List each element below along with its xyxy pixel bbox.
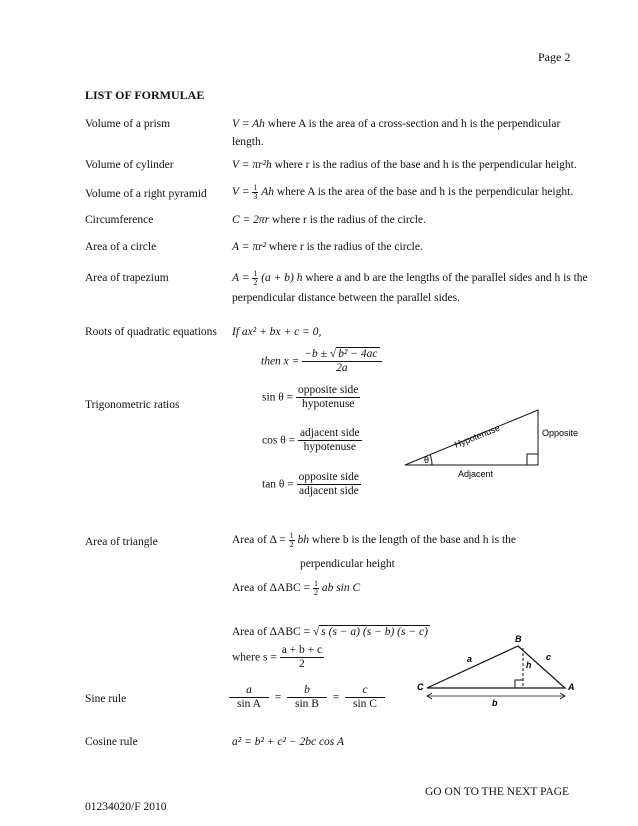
quadratic-fraction bbox=[302, 348, 381, 375]
label-trig: Trigonometric ratios bbox=[85, 399, 180, 411]
pyramid-desc: where A is the area of the base and h is the perpendicular height. bbox=[273, 186, 574, 199]
theta-label: θ bbox=[424, 455, 430, 465]
sine-den-b: sin B bbox=[295, 698, 319, 711]
vertex-c-label: C bbox=[417, 682, 424, 692]
circle-area-desc: where r is the radius of the circle. bbox=[266, 241, 423, 253]
sine-frac-c-den bbox=[345, 698, 385, 711]
sin-num: opposite side bbox=[296, 384, 360, 398]
triangle-half-fraction bbox=[289, 532, 295, 549]
tan-label: tan θ = bbox=[262, 478, 297, 491]
side-c-label: c bbox=[546, 652, 552, 662]
side-a-label: a bbox=[467, 654, 473, 664]
sin-label: sin θ = bbox=[262, 391, 297, 404]
sine-a: a bbox=[246, 684, 252, 696]
formula-area-trapezium bbox=[232, 268, 592, 308]
adjacent-label: Adjacent bbox=[458, 469, 494, 479]
sine-frac-b-den bbox=[287, 698, 327, 711]
label-circumference: Circumference bbox=[85, 214, 154, 226]
trapezium-frac-den: 2 bbox=[253, 277, 258, 287]
prism-desc: where A is the area of a cross-section and h is the perpendicular length. bbox=[232, 118, 561, 148]
sine-eq-2: = bbox=[332, 691, 340, 704]
sine-frac-a bbox=[229, 684, 269, 711]
hypotenuse-label: Hypotenuse bbox=[453, 422, 502, 450]
formula-volume-cylinder bbox=[232, 157, 592, 175]
sine-c: c bbox=[362, 684, 368, 696]
triangle-frac-den: 2 bbox=[289, 540, 294, 549]
tan-den: adjacent side bbox=[299, 485, 359, 498]
sine-frac-c-num bbox=[345, 684, 385, 698]
circumference-desc: where r is the radius of the circle. bbox=[269, 214, 426, 226]
label-volume-pyramid: Volume of a right pyramid bbox=[85, 188, 207, 200]
angle-arc bbox=[430, 455, 432, 465]
go-on-next-page: GO ON TO THE NEXT PAGE bbox=[425, 786, 570, 798]
cos-label: cos θ = bbox=[262, 434, 298, 447]
triangle-line2-formula: ab sin C bbox=[321, 582, 361, 595]
label-cosine-rule: Cosine rule bbox=[85, 736, 138, 748]
triangle-line3-radicand: s (s − a) (s − b) (s − c) bbox=[321, 626, 428, 638]
vertex-b-label: B bbox=[515, 634, 522, 644]
page-number: Page 2 bbox=[538, 50, 571, 64]
trapezium-prefix: A = bbox=[232, 272, 253, 284]
pyramid-prefix: V = bbox=[232, 186, 253, 199]
sine-frac-a-den bbox=[229, 698, 269, 711]
triangle-line2-frac-den: 2 bbox=[313, 588, 318, 597]
where-label: where s = bbox=[232, 651, 280, 664]
cylinder-formula: V = πr²h bbox=[232, 159, 272, 171]
quadratic-den: 2a bbox=[336, 362, 348, 375]
cos-fraction bbox=[298, 427, 362, 454]
trapezium-desc: where a and b are the lengths of the parallel sides and h is the perpendicular distance between the parallel sides. bbox=[232, 272, 588, 305]
sin-fraction bbox=[296, 384, 360, 411]
label-area-triangle: Area of triangle bbox=[85, 536, 158, 548]
trapezium-frac-num: 1 bbox=[253, 268, 258, 278]
label-volume-prism: Volume of a prism bbox=[85, 118, 171, 130]
triangle-line1-cont: perpendicular height bbox=[300, 558, 395, 570]
right-angle-mark bbox=[527, 454, 538, 465]
circumference-formula: C = 2πr bbox=[232, 214, 270, 226]
where-den: 2 bbox=[299, 658, 305, 671]
sine-frac-a-num bbox=[229, 684, 269, 698]
pyramid-frac-den: 3 bbox=[253, 192, 258, 201]
label-area-trapezium: Area of trapezium bbox=[85, 272, 169, 284]
label-quadratic: Roots of quadratic equations bbox=[85, 326, 217, 338]
label-volume-cylinder: Volume of cylinder bbox=[85, 159, 174, 171]
cylinder-desc: where r is the radius of the base and h is the perpendicular height. bbox=[271, 159, 577, 171]
prism-formula: V = Ah bbox=[232, 118, 265, 130]
triangle-line2 bbox=[232, 580, 592, 598]
sine-b: b bbox=[304, 684, 310, 696]
triangle-line2-prefix: Area of ΔABC = bbox=[232, 582, 313, 595]
quadratic-denominator bbox=[302, 362, 381, 375]
formula-circumference bbox=[232, 212, 592, 230]
opposite-label: Opposite bbox=[542, 428, 579, 438]
sin-den: hypotenuse bbox=[302, 398, 355, 411]
formula-volume-pyramid bbox=[232, 184, 592, 202]
sine-frac-c bbox=[345, 684, 385, 711]
tan-num: opposite side bbox=[297, 471, 361, 485]
triangle-line1-formula: bh bbox=[297, 534, 310, 547]
paper-code: 01234020/F 2010 bbox=[85, 801, 167, 813]
vertex-a-label: A bbox=[568, 682, 575, 692]
triangle-line1-desc: where b is the length of the base and h is the bbox=[309, 534, 516, 547]
circle-area-formula: A = πr² bbox=[232, 241, 267, 253]
triangle-line3: Area of ΔABC = √ s (s − a) (s − b) (s − c) bbox=[232, 626, 428, 638]
sine-eq-1: = bbox=[274, 691, 282, 704]
quadratic-line1 bbox=[232, 324, 592, 342]
label-area-circle: Area of a circle bbox=[85, 241, 157, 253]
formula-cosine-rule bbox=[232, 734, 592, 752]
height-label: h bbox=[526, 660, 532, 670]
quadratic-formula bbox=[261, 348, 621, 375]
quadratic-condition: If ax² + bx + c = 0, bbox=[232, 326, 322, 338]
quadratic-then: then x = bbox=[261, 355, 303, 368]
cos-den: hypotenuse bbox=[303, 441, 356, 454]
trapezium-formula: (a + b) h bbox=[261, 272, 303, 284]
formula-volume-prism bbox=[232, 116, 592, 152]
trapezium-fraction bbox=[252, 270, 258, 287]
page-title: LIST OF FORMULAE bbox=[85, 88, 205, 102]
formula-area-circle bbox=[232, 239, 592, 257]
quadratic-radicand: b² − 4ac bbox=[338, 348, 378, 360]
label-sine-rule: Sine rule bbox=[85, 693, 127, 705]
side-b-label: b bbox=[492, 698, 498, 708]
pyramid-formula: Ah bbox=[261, 186, 274, 199]
abc-triangle-shape bbox=[427, 646, 565, 688]
sine-rule-formula bbox=[229, 684, 589, 711]
triangle-line2-frac-num: 1 bbox=[313, 579, 318, 588]
pyramid-fraction bbox=[252, 184, 258, 201]
sine-den-c: sin C bbox=[353, 698, 377, 711]
triangle-line1 bbox=[232, 532, 592, 550]
where-fraction bbox=[280, 644, 324, 671]
sine-den-a: sin A bbox=[237, 698, 261, 711]
sine-frac-b bbox=[287, 684, 327, 711]
tan-fraction bbox=[297, 471, 361, 498]
triangle-line2-fraction bbox=[313, 580, 319, 597]
right-triangle-diagram bbox=[400, 400, 600, 480]
triangle-line3-prefix: Area of ΔABC = bbox=[232, 626, 313, 638]
triangle-frac-num: 1 bbox=[289, 531, 294, 540]
where-num: a + b + c bbox=[280, 644, 324, 658]
quadratic-num-left: −b ± bbox=[304, 348, 330, 360]
triangle-line1-prefix: Area of Δ = bbox=[232, 534, 289, 547]
cos-num: adjacent side bbox=[298, 427, 362, 441]
pyramid-frac-num: 1 bbox=[253, 183, 258, 192]
sine-frac-b-num bbox=[287, 684, 327, 698]
cosine-formula: a² = b² + c² − 2bc cos A bbox=[232, 736, 344, 748]
quadratic-numerator: −b ± √ b² − 4ac bbox=[302, 348, 381, 362]
